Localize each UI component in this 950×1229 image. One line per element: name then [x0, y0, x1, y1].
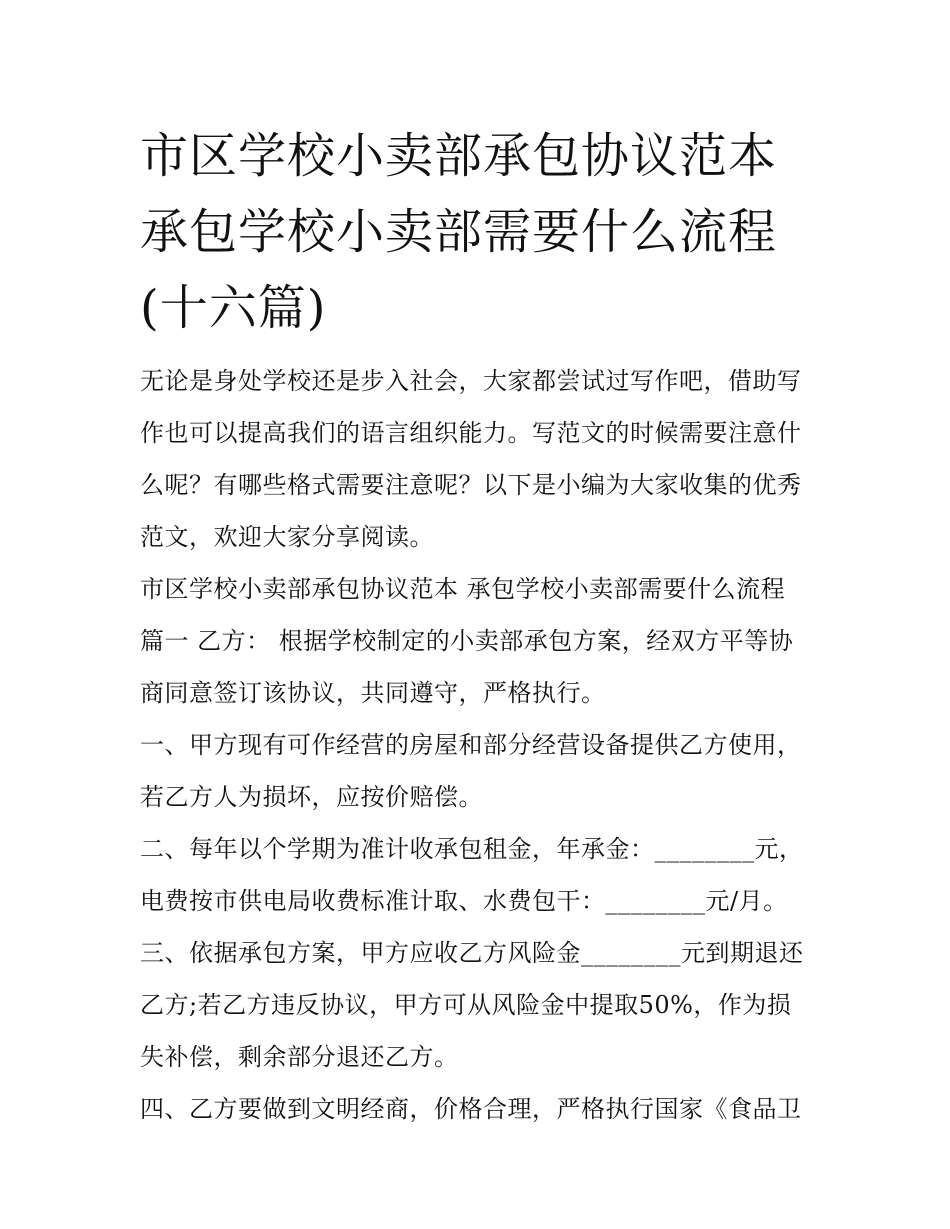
- body-line-2: 作也可以提高我们的语言组织能力。写范文的时候需要注意什: [140, 419, 802, 447]
- body-line-3: 么呢？有哪些格式需要注意呢？以下是小编为大家收集的优秀: [140, 471, 802, 499]
- body-line-12: 三、依据承包方案，甲方应收乙方风险金________元到期退还: [140, 939, 804, 967]
- body-line-7: 商同意签订该协议，共同遵守，严格执行。: [140, 679, 606, 707]
- title-line-1: 市区学校小卖部承包协议范本: [140, 128, 778, 184]
- title-line-3: (十六篇): [140, 280, 327, 336]
- body-line-14: 失补偿，剩余部分退还乙方。: [140, 1043, 459, 1071]
- body-line-10: 二、每年以个学期为准计收承包租金，年承金：________元，: [140, 835, 804, 863]
- body-line-5: 市区学校小卖部承包协议范本 承包学校小卖部需要什么流程: [140, 575, 786, 603]
- document-title: [140, 118, 840, 346]
- body-line-1: 无论是身处学校还是步入社会，大家都尝试过写作吧，借助写: [140, 367, 802, 395]
- body-line-11: 电费按市供电局收费标准计取、水费包干：________元/月。: [140, 887, 788, 915]
- body-line-9: 若乙方人为损坏，应按价赔偿。: [140, 783, 483, 811]
- body-line-6: 篇一 乙方： 根据学校制定的小卖部承包方案，经双方平等协: [140, 627, 794, 655]
- title-line-2: 承包学校小卖部需要什么流程: [140, 204, 778, 260]
- body-line-8: 一、甲方现有可作经营的房屋和部分经营设备提供乙方使用，: [140, 731, 802, 759]
- body-line-13: 乙方;若乙方违反协议，甲方可从风险金中提取50%，作为损: [140, 991, 792, 1019]
- body-line-15: 四、乙方要做到文明经商，价格合理，严格执行国家《食品卫: [140, 1095, 802, 1123]
- body-line-4: 范文，欢迎大家分享阅读。: [140, 523, 434, 551]
- document-body: [140, 355, 830, 1135]
